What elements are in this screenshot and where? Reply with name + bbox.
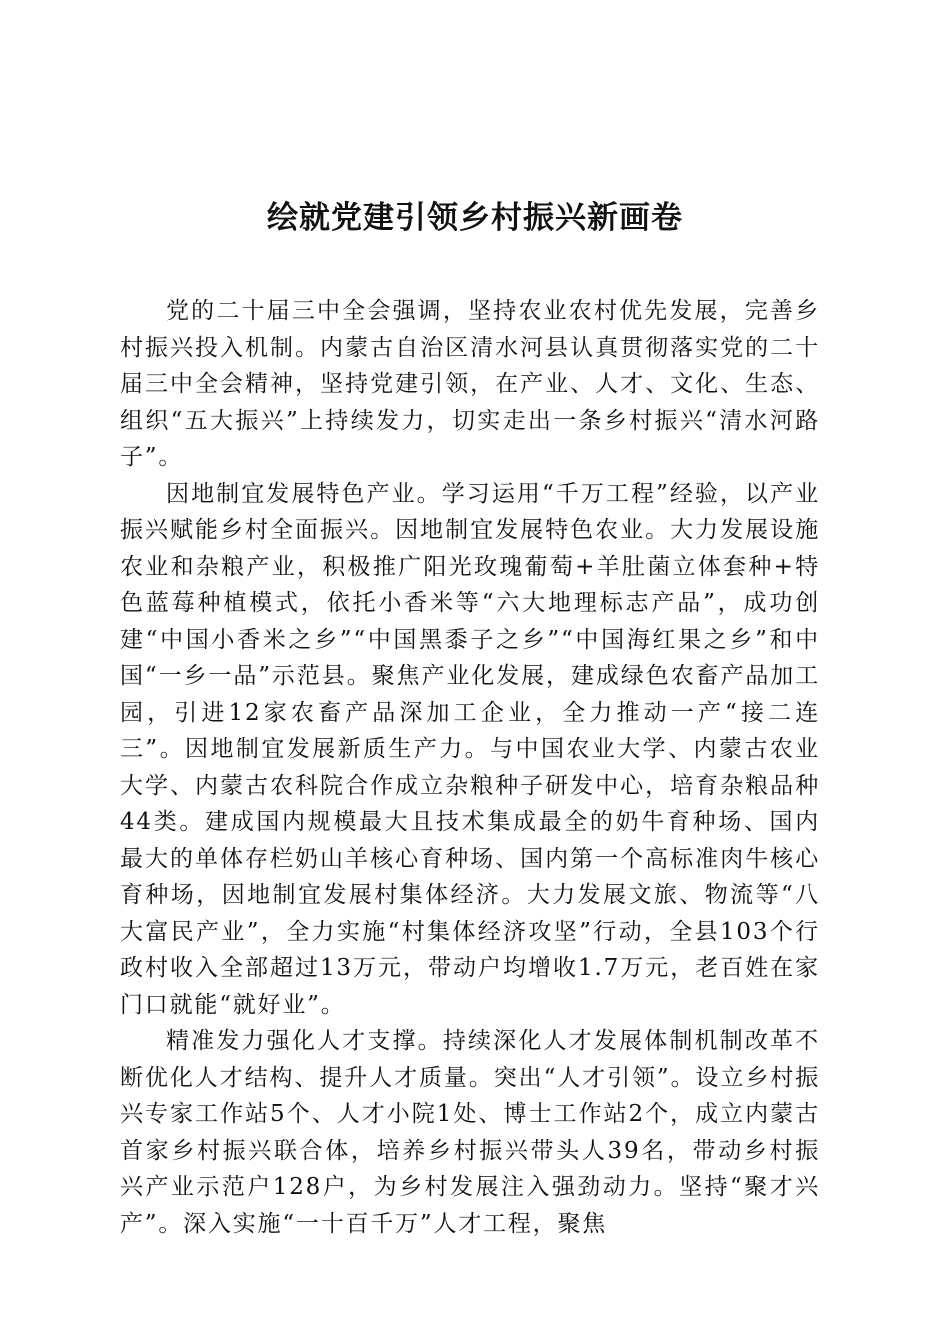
document-body [120, 293, 820, 1242]
document-title: 绘就党建引领乡村振兴新画卷 [267, 200, 683, 236]
paragraph-talent: 精准发力强化人才支撑。持续深化人才发展体制机制改革不断优化人才结构、提升人才质量。突出“人才引领”。设立乡村振兴专家工作站5个、人才小院1处、博士工作站2个，成立内蒙古首家乡村振兴联合体，培养乡村振兴带头人39名，带动乡村振兴产业示范户128户，为乡村发展注入强劲动力。坚持“聚才兴产”。深入实施“一十百千万”人才工程，聚焦 [120, 1028, 820, 1237]
paragraph-intro: 党的二十届三中全会强调，坚持农业农村优先发展，完善乡村振兴投入机制。内蒙古自治区清水河县认真贯彻落实党的二十届三中全会精神，坚持党建引领，在产业、人才、文化、生态、组织“五大振兴”上持续发力，切实走出一条乡村振兴“清水河路子”。 [120, 298, 820, 470]
paragraph-industry: 因地制宜发展特色产业。学习运用“千万工程”经验，以产业振兴赋能乡村全面振兴。因地制宜发展特色农业。大力发展设施农业和杂粮产业，积极推广阳光玫瑰葡萄+羊肚菌立体套种+特色蓝莓种植模式，依托小香米等“六大地理标志产品”，成功创建“中国小香米之乡”“中国黑黍子之乡”“中国海红果之乡”和中国“一乡一品”示范县。聚焦产业化发展，建成绿色农畜产品加工园，引进12家农畜产品深加工企业，全力推动一产“接二连三”。因地制宜发展新质生产力。与中国农业大学、内蒙古农业大学、内蒙古农科院合作成立杂粮种子研发中心，培育杂粮品种44类。建成国内规模最大且技术集成最全的奶牛育种场、国内最大的单体存栏奶山羊核心育种场、国内第一个高标准肉牛核心育种场，因地制宜发展村集体经济。大力发展文旅、物流等“八大富民产业”，全力实施“村集体经济攻坚”行动，全县103个行政村收入全部超过13万元，带动户均增收1.7万元，老百姓在家门口就能“就好业”。 [120, 480, 820, 1018]
